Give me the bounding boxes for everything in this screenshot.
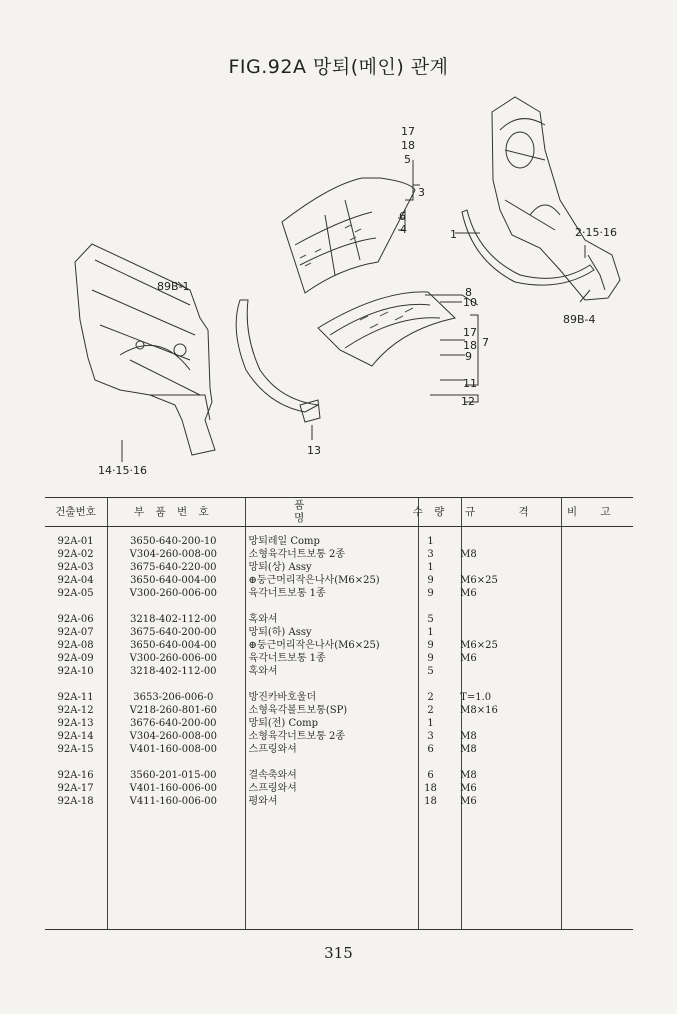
cell-qty: 9 <box>427 653 434 664</box>
cell-qty: 1 <box>427 718 434 729</box>
table-row <box>45 769 633 782</box>
header-remarks: 비 고 <box>555 498 633 527</box>
cell-part-no: V304-260-008-00 <box>129 731 217 742</box>
table-row <box>45 639 633 652</box>
header-ref-no: 건출번호 <box>45 498 106 527</box>
callout-89b-1: 89B-1 <box>157 280 190 293</box>
group-spacer <box>45 600 633 613</box>
cell-spec: M6 <box>460 796 477 807</box>
figure-title: FIG.92A 망퇴(메인) 관계 <box>228 56 449 78</box>
cell-qty: 3 <box>427 731 434 742</box>
cell-part-no: V401-160-008-00 <box>129 744 217 755</box>
cell-part-no: 3650-640-004-00 <box>130 640 217 651</box>
cell-remarks <box>555 691 633 704</box>
cell-part-name: 혹와셔 <box>248 666 278 677</box>
upper-cover-assy <box>282 178 415 293</box>
cell-part-name: 망퇴(하) Assy <box>248 627 312 638</box>
cell-part-name: 스프링와셔 <box>248 744 297 755</box>
cell-part-no: V300-260-006-00 <box>129 588 217 599</box>
cell-qty: 1 <box>427 536 434 547</box>
cell-remarks <box>555 743 633 756</box>
cell-remarks <box>555 587 633 600</box>
cell-part-no: 3218-402-112-00 <box>130 614 217 625</box>
cell-ref-no: 92A-15 <box>57 744 94 755</box>
cell-part-name: 망퇴레일 Comp <box>248 536 320 547</box>
cell-qty: 18 <box>424 783 437 794</box>
cell-part-name: 육각너트보통 1종 <box>248 653 326 664</box>
lower-cover-assy <box>318 292 455 366</box>
cell-part-name: ⊕둥근머리작은나사(M6×25) <box>248 640 380 651</box>
cell-part-no: V300-260-006-00 <box>129 653 217 664</box>
cell-qty: 9 <box>427 640 434 651</box>
cell-ref-no: 92A-09 <box>57 653 94 664</box>
table-row <box>45 587 633 600</box>
table-row <box>45 717 633 730</box>
table-row <box>45 704 633 717</box>
cell-part-no: V411-160-006-00 <box>129 796 217 807</box>
cell-part-name: 망퇴(전) Comp <box>248 718 319 729</box>
cell-spec: M6 <box>460 783 477 794</box>
cell-part-name: 소형육각볼트보통(SP) <box>248 705 348 716</box>
front-cover-comp <box>236 300 318 412</box>
cell-ref-no: 92A-18 <box>57 796 94 807</box>
header-part-name: 품 명 <box>241 498 411 527</box>
cell-spec: M8 <box>460 770 477 781</box>
table-row <box>45 613 633 626</box>
cell-remarks <box>555 561 633 574</box>
cell-part-no: 3676-640-200-00 <box>130 718 217 729</box>
parts-table <box>45 497 633 808</box>
callout-10: 10 <box>463 296 477 309</box>
callout-4: 4 <box>400 223 407 236</box>
callout-2-15-16: 2·15·16 <box>575 226 617 239</box>
cell-qty: 5 <box>427 666 434 677</box>
cell-ref-no: 92A-01 <box>57 536 94 547</box>
table-row <box>45 652 633 665</box>
callout-18-mid: 18 <box>463 339 477 352</box>
header-qty: 수 량 <box>411 498 450 527</box>
table-row <box>45 548 633 561</box>
cell-remarks <box>555 782 633 795</box>
cell-remarks <box>555 652 633 665</box>
cell-qty: 1 <box>427 627 434 638</box>
cell-part-no: 3675-640-220-00 <box>130 562 217 573</box>
cell-qty: 2 <box>427 692 434 703</box>
cell-part-name: 육각너트보통 1종 <box>248 588 326 599</box>
callout-17-mid: 17 <box>463 326 477 339</box>
cell-qty: 18 <box>424 796 437 807</box>
callout-13: 13 <box>307 444 321 457</box>
cell-ref-no: 92A-05 <box>57 588 94 599</box>
cell-ref-no: 92A-14 <box>57 731 94 742</box>
cell-remarks <box>555 795 633 808</box>
callout-89b-4: 89B-4 <box>563 313 596 326</box>
frame-part-89b-4 <box>492 97 620 300</box>
cell-part-name: 망퇴(상) Assy <box>248 562 312 573</box>
cell-qty: 1 <box>427 562 434 573</box>
callout-3: 3 <box>418 186 425 199</box>
cell-remarks <box>555 535 633 548</box>
cell-ref-no: 92A-17 <box>57 783 94 794</box>
cell-part-no: 3675-640-200-00 <box>130 627 217 638</box>
cell-remarks <box>555 769 633 782</box>
cell-part-name: 소형육각너트보통 2종 <box>248 731 346 742</box>
header-part-no: 부 품 번 호 <box>106 498 240 527</box>
group-spacer <box>45 527 633 536</box>
cell-qty: 2 <box>427 705 434 716</box>
callout-7: 7 <box>482 336 489 349</box>
cell-remarks <box>555 704 633 717</box>
cell-spec: T=1.0 <box>460 692 492 703</box>
cell-remarks <box>555 626 633 639</box>
callout-1: 1 <box>450 228 457 241</box>
rail-comp <box>462 210 594 285</box>
callout-14-15-16: 14·15·16 <box>98 464 147 477</box>
frame-part-89b-1 <box>75 244 215 455</box>
table-bottom-rule <box>45 929 633 930</box>
cell-spec: M8 <box>460 731 477 742</box>
cell-qty: 5 <box>427 614 434 625</box>
cell-qty: 9 <box>427 588 434 599</box>
callout-5: 5 <box>404 153 411 166</box>
table-row <box>45 665 633 678</box>
callout-18-top: 18 <box>401 139 415 152</box>
cell-part-no: 3218-402-112-00 <box>130 666 217 677</box>
table-row <box>45 795 633 808</box>
cell-ref-no: 92A-04 <box>57 575 94 586</box>
cell-remarks <box>555 717 633 730</box>
cell-part-no: 3650-640-200-10 <box>130 536 217 547</box>
callout-17-top: 17 <box>401 125 415 138</box>
cell-part-no: V304-260-008-00 <box>129 549 217 560</box>
cell-part-name: 소형육각너트보통 2종 <box>248 549 346 560</box>
cell-ref-no: 92A-10 <box>57 666 94 677</box>
parts-table-body <box>45 527 633 809</box>
cell-spec: M8 <box>460 549 477 560</box>
cell-ref-no: 92A-13 <box>57 718 94 729</box>
cell-ref-no: 92A-07 <box>57 627 94 638</box>
cell-qty: 3 <box>427 549 434 560</box>
cell-qty: 9 <box>427 575 434 586</box>
table-row <box>45 743 633 756</box>
cell-qty: 6 <box>427 744 434 755</box>
cell-remarks <box>555 730 633 743</box>
cell-ref-no: 92A-02 <box>57 549 94 560</box>
cell-spec: M6 <box>460 653 477 664</box>
cell-spec <box>450 626 554 639</box>
cell-ref-no: 92A-16 <box>57 770 94 781</box>
cell-spec <box>450 535 554 548</box>
table-header-row <box>45 498 633 527</box>
callout-8: 8 <box>465 286 472 299</box>
cell-qty: 6 <box>427 770 434 781</box>
header-spec: 규 격 <box>450 498 554 527</box>
cell-part-name: 방진카바호울더 <box>248 692 317 703</box>
table-row <box>45 626 633 639</box>
callout-9: 9 <box>465 350 472 363</box>
cell-part-name: 결속축와셔 <box>248 770 297 781</box>
cell-remarks <box>555 574 633 587</box>
callout-6: 6 <box>399 210 406 223</box>
group-spacer <box>45 678 633 691</box>
table-row <box>45 574 633 587</box>
cell-spec <box>450 665 554 678</box>
table-row <box>45 535 633 548</box>
cell-ref-no: 92A-03 <box>57 562 94 573</box>
cell-remarks <box>555 613 633 626</box>
callout-12: 12 <box>461 395 475 408</box>
cell-part-no: 3650-640-004-00 <box>130 575 217 586</box>
cell-remarks <box>555 665 633 678</box>
cell-part-no: V401-160-006-00 <box>129 783 217 794</box>
cell-spec <box>450 613 554 626</box>
cell-part-no: 3653-206-006-0 <box>133 692 214 703</box>
cell-part-name: 혹와셔 <box>248 614 278 625</box>
cell-part-name: 평와셔 <box>248 796 278 807</box>
cell-spec <box>450 717 554 730</box>
cell-remarks <box>555 639 633 652</box>
cell-ref-no: 92A-08 <box>57 640 94 651</box>
table-row <box>45 561 633 574</box>
callout-11: 11 <box>463 377 477 390</box>
cell-spec: M6 <box>460 588 477 599</box>
cell-spec: M6×25 <box>460 575 498 586</box>
table-row <box>45 730 633 743</box>
cell-part-name: 스프링와셔 <box>248 783 297 794</box>
cell-remarks <box>555 548 633 561</box>
cell-ref-no: 92A-06 <box>57 614 94 625</box>
cell-ref-no: 92A-11 <box>57 692 94 703</box>
cell-spec: M8×16 <box>460 705 498 716</box>
cell-spec: M6×25 <box>460 640 498 651</box>
table-row <box>45 691 633 704</box>
cell-part-no: 3560-201-015-00 <box>130 770 217 781</box>
page-number: 315 <box>324 944 353 962</box>
cell-ref-no: 92A-12 <box>57 705 94 716</box>
table-row <box>45 782 633 795</box>
exploded-parts-diagram <box>0 0 677 500</box>
cell-part-name: ⊕둥근머리작은나사(M6×25) <box>248 575 380 586</box>
group-spacer <box>45 756 633 769</box>
cell-spec <box>450 561 554 574</box>
cell-part-no: V218-260-801-60 <box>129 705 217 716</box>
cell-spec: M8 <box>460 744 477 755</box>
